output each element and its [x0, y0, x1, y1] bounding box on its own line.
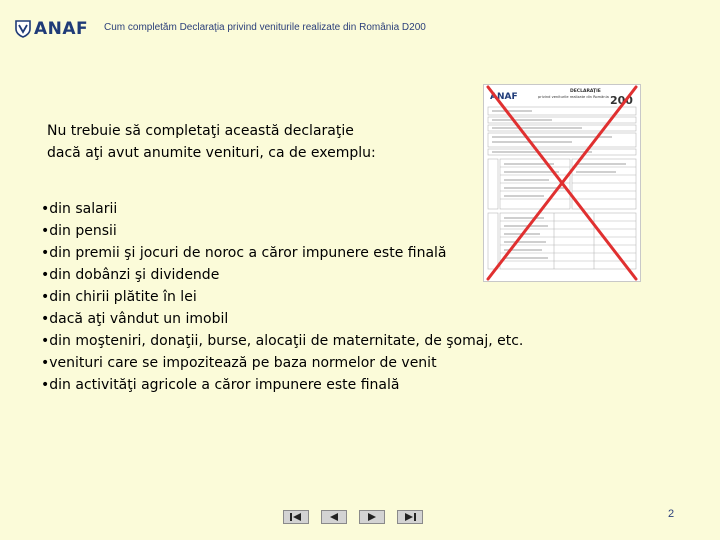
previous-slide-icon: [326, 512, 342, 522]
list-item: • din dobânzi şi dividende: [41, 264, 641, 286]
list-item: • din moşteniri, donaţii, burse, alocaţii de maternitate, de şomaj, etc.: [41, 330, 641, 352]
list-item: • venituri care se impozitează pe baza normelor de venit: [41, 352, 641, 374]
form-code: 200: [610, 94, 633, 107]
intro-text: [47, 120, 447, 164]
form-logo: ANAF: [490, 92, 518, 102]
first-slide-button[interactable]: [283, 510, 309, 524]
intro-line-1: Nu trebuie să completaţi această declaraţie: [47, 123, 354, 139]
page-number: 2: [668, 508, 675, 520]
next-slide-icon: [364, 512, 380, 522]
last-slide-icon: [402, 512, 418, 522]
logo-text: ANAF: [34, 19, 89, 39]
list-item: • dacă aţi vândut un imobil: [41, 308, 641, 330]
slide-navigation: [283, 510, 423, 524]
d200-form-thumbnail: [483, 84, 641, 282]
form-preview-image: [484, 85, 640, 281]
intro-line-2: dacă aţi avut anumite venituri, ca de exemplu:: [47, 145, 376, 161]
first-slide-icon: [288, 512, 304, 522]
list-item: • din premii şi jocuri de noroc a căror impunere este finală: [41, 242, 641, 264]
form-heading: DECLARAŢIE: [570, 89, 601, 94]
shield-icon: [15, 20, 31, 38]
list-item: • din activităţi agricole a căror impunere este finală: [41, 374, 641, 396]
list-item: • din salarii: [41, 198, 641, 220]
next-slide-button[interactable]: [359, 510, 385, 524]
anaf-logo: [15, 20, 88, 38]
list-item: • din pensii: [41, 220, 641, 242]
presentation-title: Cum completăm Declaraţia privind veniturile realizate din România D200: [104, 22, 426, 33]
list-item: • din chirii plătite în lei: [41, 286, 641, 308]
last-slide-button[interactable]: [397, 510, 423, 524]
form-subheading: privind veniturile realizate din România: [538, 95, 609, 99]
header: [0, 0, 720, 56]
previous-slide-button[interactable]: [321, 510, 347, 524]
